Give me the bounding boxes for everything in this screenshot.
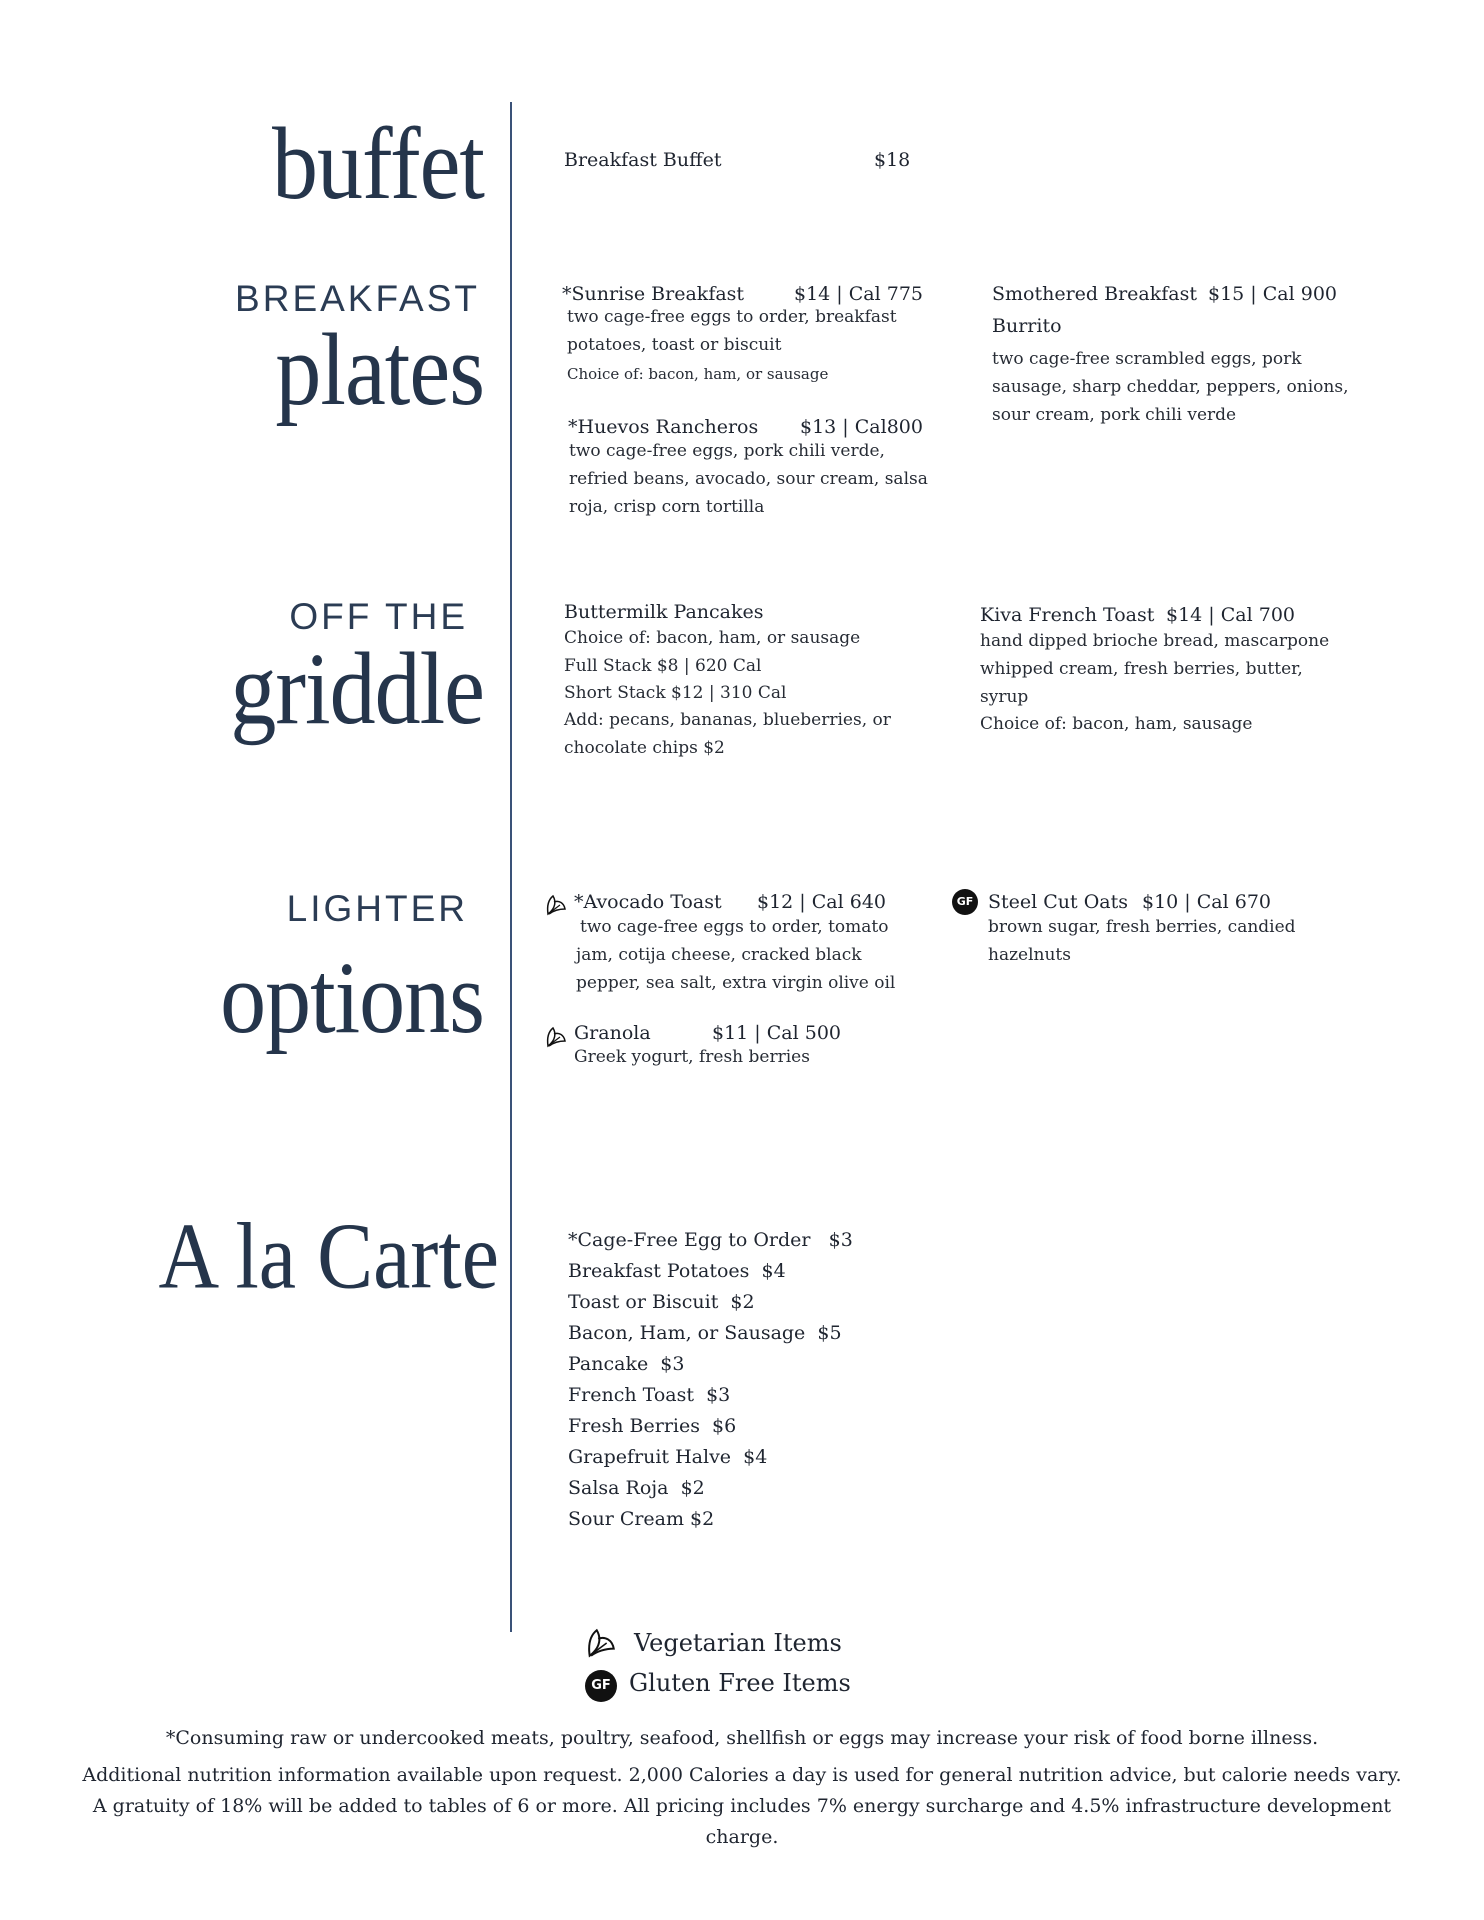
a-la-carte-list bbox=[568, 1225, 853, 1535]
footer-warning: *Consuming raw or undercooked meats, poultry, seafood, shellfish or eggs may increase your risk of food borne illness. bbox=[165, 1727, 1319, 1749]
heading-buffet: buffet bbox=[271, 106, 484, 221]
item-name-breakfast-buffet: Breakfast Buffet bbox=[564, 149, 722, 171]
heading-options: options bbox=[220, 940, 484, 1055]
heading-lighter-small: LIGHTER bbox=[286, 888, 468, 929]
item-desc-granola: Greek yogurt, fresh berries bbox=[574, 1047, 810, 1067]
a-la-carte-item: Salsa Roja $2 bbox=[568, 1477, 705, 1499]
item-note-french-toast: Choice of: bacon, ham, sausage bbox=[980, 714, 1253, 734]
a-la-carte-item: Sour Cream $2 bbox=[568, 1508, 715, 1530]
item-line-pancakes-2: Full Stack $8 | 620 Cal bbox=[564, 656, 762, 676]
a-la-carte-item: Toast or Biscuit $2 bbox=[568, 1291, 755, 1313]
item-desc-avocado-toast: two cage-free eggs to order, tomato jam, cotija cheese, cracked black pepper, sea salt, extra virgin olive oil bbox=[576, 917, 896, 993]
item-name-french-toast: Kiva French Toast bbox=[980, 604, 1155, 626]
heading-a-la-carte: A la Carte bbox=[158, 1204, 499, 1309]
legend-gluten-free-badge-icon: GF bbox=[585, 1670, 617, 1702]
heading-breakfast-small: BREAKFAST bbox=[235, 278, 480, 319]
item-price-sunrise: $14 | Cal 775 bbox=[794, 283, 923, 305]
a-la-carte-item: Grapefruit Halve $4 bbox=[568, 1446, 768, 1468]
a-la-carte-item: *Cage-Free Egg to Order $3 bbox=[568, 1229, 853, 1251]
item-name-sunrise: *Sunrise Breakfast bbox=[562, 283, 745, 305]
legend-gluten-free-label: Gluten Free Items bbox=[629, 1669, 851, 1697]
item-desc-burrito: two cage-free scrambled eggs, pork sausage, sharp cheddar, peppers, onions, sour cream, pork chili verde bbox=[992, 349, 1349, 425]
item-name-pancakes: Buttermilk Pancakes bbox=[564, 601, 764, 623]
heading-plates: plates bbox=[275, 312, 484, 427]
heading-griddle: griddle bbox=[230, 631, 484, 746]
item-desc-sunrise: two cage-free eggs to order, breakfast potatoes, toast or biscuit bbox=[567, 307, 897, 355]
item-price-breakfast-buffet: $18 bbox=[874, 149, 911, 171]
item-desc-steel-cut-oats: brown sugar, fresh berries, candied hazelnuts bbox=[988, 917, 1296, 965]
vegetarian-leaf-icon bbox=[544, 893, 568, 917]
legend-vegetarian-leaf-icon bbox=[584, 1626, 618, 1660]
item-price-burrito: $15 | Cal 900 bbox=[1208, 283, 1337, 305]
gluten-free-badge-icon: GF bbox=[952, 889, 978, 915]
heading-off-the-small: OFF THE bbox=[289, 596, 468, 637]
item-name-granola: Granola bbox=[574, 1022, 651, 1044]
item-line-pancakes-4: Add: pecans, bananas, blueberries, or bbox=[564, 710, 891, 730]
a-la-carte-item: Fresh Berries $6 bbox=[568, 1415, 737, 1437]
legend-vegetarian-label: Vegetarian Items bbox=[634, 1629, 842, 1657]
vegetarian-leaf-icon bbox=[544, 1025, 568, 1049]
item-name-huevos: *Huevos Rancheros bbox=[568, 416, 759, 438]
item-name-burrito-line1: Smothered Breakfast bbox=[992, 283, 1197, 305]
a-la-carte-item: French Toast $3 bbox=[568, 1384, 731, 1406]
a-la-carte-item: Breakfast Potatoes $4 bbox=[568, 1260, 786, 1282]
item-name-steel-cut-oats: Steel Cut Oats bbox=[988, 891, 1128, 913]
item-line-pancakes-1: Choice of: bacon, ham, or sausage bbox=[564, 628, 861, 648]
item-name-burrito-line2: Burrito bbox=[992, 315, 1062, 337]
item-price-granola: $11 | Cal 500 bbox=[712, 1022, 841, 1044]
footer-info: Additional nutrition information available upon request. 2,000 Calories a day is used for general nutrition advice, but calorie needs vary. A gratuity of 18% will be added to tables of 6 or more. All pricing includes 7% energy surcharge and 4.5% infrastructure development charge. bbox=[82, 1764, 1402, 1848]
item-price-steel-cut-oats: $10 | Cal 670 bbox=[1142, 891, 1271, 913]
a-la-carte-item: Pancake $3 bbox=[568, 1353, 685, 1375]
item-price-avocado-toast: $12 | Cal 640 bbox=[757, 891, 886, 913]
item-price-huevos: $13 | Cal800 bbox=[800, 416, 923, 438]
item-note-sunrise: Choice of: bacon, ham, or sausage bbox=[567, 365, 829, 383]
item-line-pancakes-3: Short Stack $12 | 310 Cal bbox=[564, 683, 787, 703]
vertical-divider bbox=[510, 102, 512, 1632]
item-line-pancakes-5: chocolate chips $2 bbox=[564, 738, 725, 758]
item-name-avocado-toast: *Avocado Toast bbox=[574, 891, 722, 913]
a-la-carte-item: Bacon, Ham, or Sausage $5 bbox=[568, 1322, 842, 1344]
item-price-french-toast: $14 | Cal 700 bbox=[1166, 604, 1295, 626]
item-desc-french-toast: hand dipped brioche bread, mascarpone whipped cream, fresh berries, butter, syrup bbox=[980, 631, 1330, 707]
item-desc-huevos: two cage-free eggs, pork chili verde, refried beans, avocado, sour cream, salsa roja, crisp corn tortilla bbox=[569, 441, 928, 517]
